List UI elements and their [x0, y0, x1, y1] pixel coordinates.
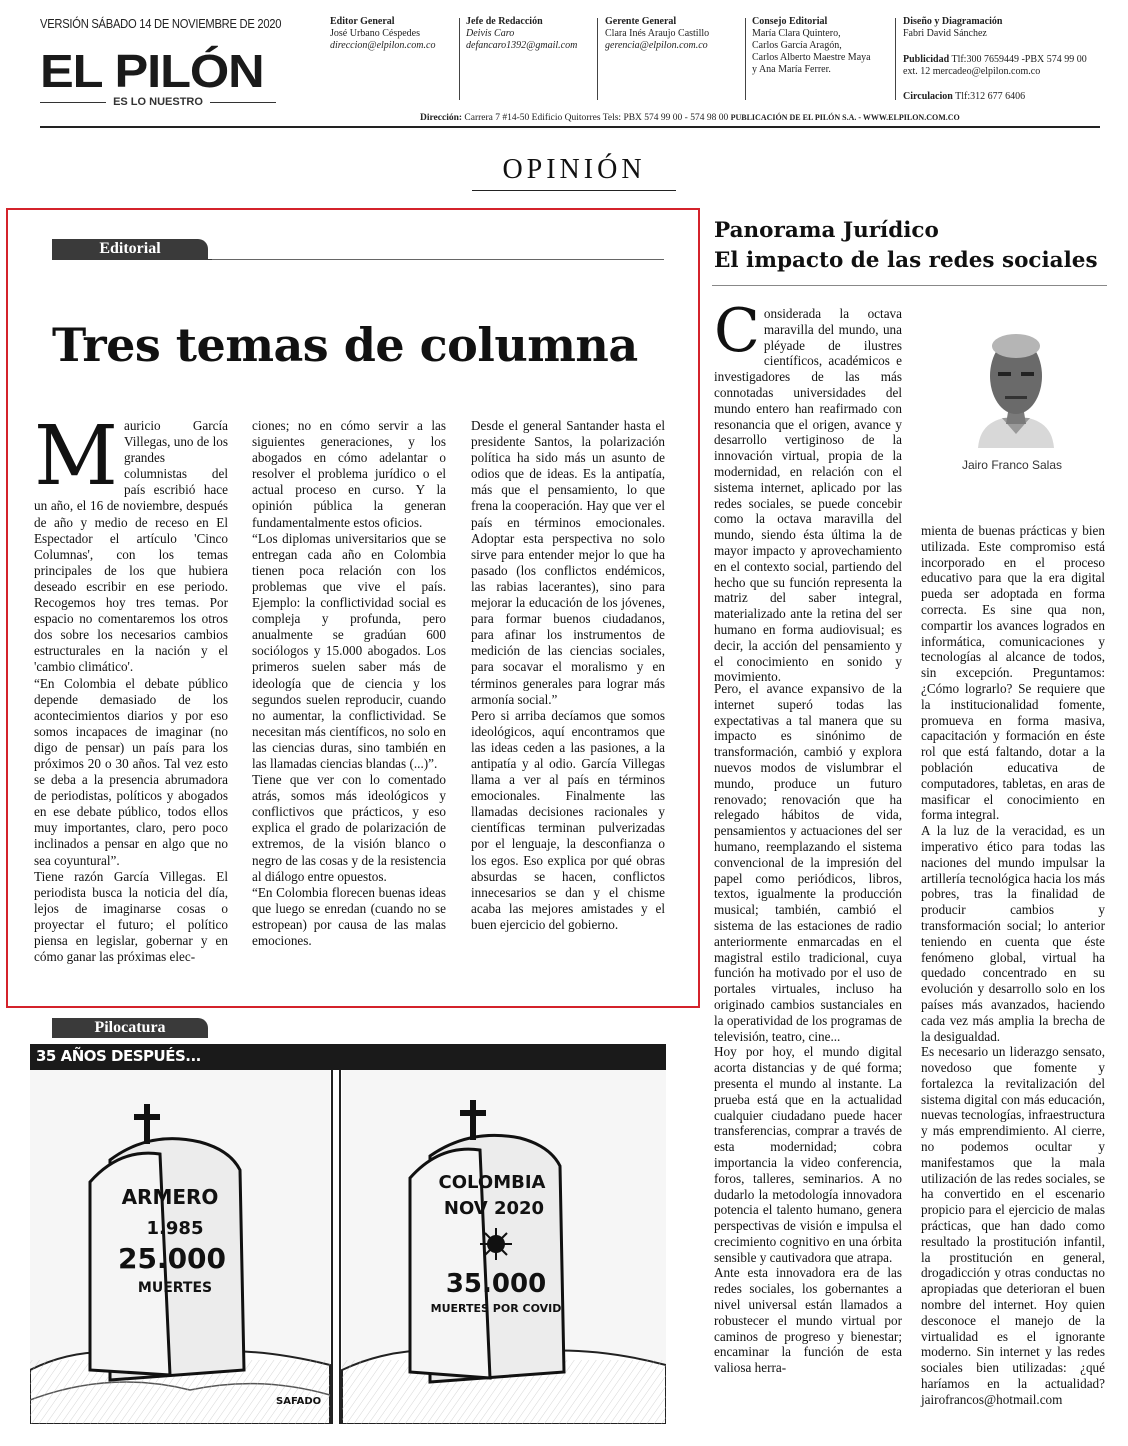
cartoon-illustration: [30, 1070, 666, 1424]
opinion-dropcap: C: [714, 296, 760, 366]
opinion-column-title: Panorama Jurídico El impacto de las redes sociales: [714, 218, 1098, 273]
svg-text:NOV 2020: NOV 2020: [443, 1198, 545, 1219]
opinion-column-1-intro: C onsiderada la octava maravilla del mundo, una pléyade de ilustres científicos, académicos e investigadores de las más connotadas universidades del mundo entero han reafirmado con resonancia que el origen, avance y desarrollo vertiginoso de la innovación virtual, propia de la modernidad, en relación con el sistema internet, aplicado por las redes sociales, se puede concebir como la octava maravilla del mundo, siendo ésta última la de mayor impacto y aprovechamiento en el contexto social, partiendo del hecho que su función representa la matriz del saber integral, materializado ante la retina del ser humano en forma audiovisual; es decir, la acción del pensamiento y el conocimiento en sonido y movimiento.: [714, 296, 902, 685]
svg-text:MUERTES: MUERTES: [137, 1280, 213, 1296]
svg-text:MUERTES POR COVID: MUERTES POR COVID: [430, 1302, 562, 1315]
staff-general-manager: Gerente General Clara Inés Araujo Castillo gerencia@elpilon.com.co: [605, 16, 710, 51]
logo-tagline: ES LO NUESTRO: [40, 96, 276, 108]
svg-text:35.000: 35.000: [445, 1269, 547, 1299]
masthead: [0, 0, 1128, 132]
opinion-column-2: mienta de buenas prácticas y bien utilizada. Este compromiso está incorporado en el proceso educativo para que la era digital pueda ser adoptada en forma correcta. Es sine qua non, compartir los avances logrados en informática, comunicaciones y tecnologías al alcance de todos, sin excepción. Preguntamos: ¿Cómo lograrlo? Se requiere que la institucionalidad fomente, promueva en forma masiva, capacitación y formación en éste rol que está faltando, dotar a la población educativa de computadores, tabletas, en aras de masificar el conocimiento en forma integral. A la luz de la veracidad, es un imperativo ético para todas las naciones del mundo impulsar la artillería tecnológica hacia los más pobres, tras la finalidad de producir cambios y transformación social; lo anterior teniendo en cuenta que éste fenómeno global, virtual ha quedado concentrado en su evolución y desarrollo solo en los países más avanzados, haciendo cada vez más amplia la brecha de la desigualdad. Es necesario un liderazgo sensato, novedoso que fomente y fortalezca la revitalización del sistema digital con más educación, nuevas tecnologías, infraestructura y más emprendimiento. Al cierre, no podemos ocultar y manifestamos que la mala utilización de las redes sociales, se ha convertido en el escenario propicio para el ejercicio de malas prácticas, que han dado como resultado la prostitución infantil, la prostitución en general, drogadicción y otras conductas no apropiadas que deterioran el buen nombre del internet. Hoy quien desconoce el manejo de la virtualidad es el ignorante moderno. Sin internet y las redes sociales bien utilizadas: ¿qué haríamos en la actualidad? jairofrancos@hotmail.com: [921, 523, 1105, 1407]
svg-text:ARMERO: ARMERO: [121, 1185, 219, 1209]
staff-editorial-board: Consejo Editorial María Clara Quintero, Carlos García Aragón, Carlos Alberto Maestre Maya y Ana María Ferrer.: [752, 16, 871, 75]
editorial-headline: Tres temas de columna: [52, 318, 638, 372]
editorial-column-2: ciones; no en cómo servir a las siguientes generaciones, y los abogados en cómo adelantar o resolver el problema jurídico o el actual proceso en curso. Y la opinión pública la generan fundamentalmente estos oficios. “Los diplomas universitarios que se entregan cada año en Colombia tienen poca relación con los problemas que vive el país. Ejemplo: la conflictividad social es compleja y profunda, pero anualmente se gradúan 600 sociólogos y 15.000 abogados. Los primeros suelen saber más de ideología que de ciencia y los segundos suelen reproducir, cuando no aumentar, la conflictividad. Se necesitan más científicos, no solo en las ciencias duras, sino también en las llamadas ciencias blandas (...)”. Tiene que ver con lo comentado atrás, somos más ideológicos y conflictivos que prácticos, y eso explica el grado de polarización de extremos, de la visión blanco o negro de las cosas y de la resistencia al diálogo entre opuestos. “En Colombia florecen buenas ideas que luego se enredan (cuando no se estropean) por causa de las malas emociones.: [252, 418, 446, 948]
cartoon: [30, 1044, 666, 1424]
staff-newsroom-chief: Jefe de Redacción Deivis Caro defancaro1392@gmail.com: [466, 16, 578, 51]
editorial-tab: Editorial: [52, 239, 208, 259]
staff-editor: Editor General José Urbano Céspedes direccion@elpilon.com.co: [330, 16, 436, 51]
cartoonist-signature: SAFADO: [276, 1396, 322, 1407]
editorial-column-3: Desde el general Santander hasta el presidente Santos, la polarización política ha sido más un asunto de odios que de ideas. Es la antipatía, más que el pensamiento, lo que frena la cooperación. Hay que ver el país en términos emocionales. Adoptar esta perspectiva no solo sirve para entender mejor lo que ha pasado (los conflictos endémicos, las rabias lacerantes), sino para mejorar la educación de los jóvenes, para formar buenos ciudadanos, para afinar los instrumentos de medición de las ciencias sociales, para socavar el moralismo y en términos generales para lograr más armonía social.” Pero si arriba decíamos que somos ideológicos, aquí encontramos que las ideas ceden a las pasiones, a la antipatía y al odio. García Villegas llama a ver al país en términos emocionales. Finalmente las llamadas decisiones racionales y científicas terminan pulverizadas por el lenguaje, la desconfianza o los egos. Eso explica por qué obras absurdas se hacen, conflictos innecesarios se dan y el chisme acaba las mejores amistades y el buen ejercicio del gobierno.: [471, 418, 665, 932]
address-line: Dirección: Carrera 7 #14-50 Edificio Quitorres Tels: PBX 574 99 00 - 574 98 00 PUBLICACIÓN DE EL PILÓN S.A. - WWW.ELPILON.COM.CO: [420, 113, 960, 123]
opinion-column-1: Pero, el avance expansivo de la internet superó todas las expectativas a tal manera que su impacto es sinónimo de transformación, cambió y explora nuevos modos de vislumbrar el mundo, produce un futuro renovado; renovación que ha relegado hábitos de vida, pensamientos y actuaciones del ser humano, reemplazando el sistema convencional de la impresión del papel como periódicos, libros, textos, igualmente la producción musical; también, cambió el sistema de las estaciones de radio anteriormente enmarcadas en el magistral estilo tradicional, cuya función ha motivado por el uso de portales virtuales, incluso ha originado cambios sustanciales en la operatividad de los programas de televisión, teatro, cine... Hoy por hoy, el mundo digital acorta distancias y de qué forma; presenta el mundo al instante. La prueba está que en la actualidad cualquier ciudadano puede hacer transferencias, comprar a través de esta modernidad; cobra importancia la video conferencia, foros, talleres, seminarios. A no dudarlo la metodología innovadora potencia el talento humano, genera perspectivas de visión e impulsa el crecimiento cognitivo en una órbita sensible y cautivadora que atrapa. Ante esta innovadora era de las redes sociales, los gobernantes a nivel universal están llamados a robustecer el mundo virtual por caminos de progreso y bienestar; encaminar la función de esta valiosa herra-: [714, 681, 902, 1376]
circulation-contact: Circulacion Tlf:312 677 6406: [903, 91, 1026, 102]
newspaper-logo[interactable]: EL PILÓN: [40, 45, 264, 97]
author-name: Jairo Franco Salas: [961, 458, 1063, 472]
section-title: OPINIÓN: [472, 154, 676, 191]
editorial-column-1: M auricio García Villegas, uno de los grandes columnistas del país escribió hace un año, el 16 de noviembre, después de año y medio de receso en El Espectador el artículo 'Cinco Columnas', con los temas principales de los que hubiera deseado escribir en ese periodo. Recogemos hoy tres temas. Por espacio no comentaremos los otros dos sobre los necesarios cambios estructurales en la nación y el 'cambio climático'. “En Colombia el debate público depende demasiado de los acontecimientos diarios y por eso somos incapaces de imaginar (no digo de pensar) un país para los próximos 20 o 30 años. Tal vez esto se deba a la presencia abrumadora de periodistas, políticos y abogados en ese debate público, todos ellos muy importantes, claro, pero poco inclinados a pensar en algo que no sea coyuntural”. Tiene razón García Villegas. El periodista busca la noticia del día, lejos de imaginarse cosas o proyectar el futuro; el político piensa en legislar, gobernar y en cómo ganar las próximas elec-: [34, 409, 228, 965]
cartoon-caption: 35 AÑOS DESPUÉS...: [36, 1047, 201, 1065]
advertising-contact: Publicidad Tlf:300 7659449 -PBX 574 99 00 ext. 12 mercadeo@elpilon.com.co: [903, 54, 1087, 77]
edition-date: VERSIÓN SÁBADO 14 DE NOVIEMBRE DE 2020: [40, 16, 282, 31]
svg-text:1.985: 1.985: [146, 1218, 204, 1239]
author-photo: [972, 326, 1060, 448]
svg-text:25.000: 25.000: [117, 1242, 227, 1275]
staff-design: Diseño y Diagramación Fabri David Sánchez: [903, 16, 1003, 39]
editorial-dropcap: M: [34, 409, 118, 504]
pilocatura-tab: Pilocatura: [52, 1018, 208, 1038]
cartoon-caption-strip: [30, 1044, 666, 1070]
svg-text:COLOMBIA: COLOMBIA: [438, 1172, 546, 1193]
